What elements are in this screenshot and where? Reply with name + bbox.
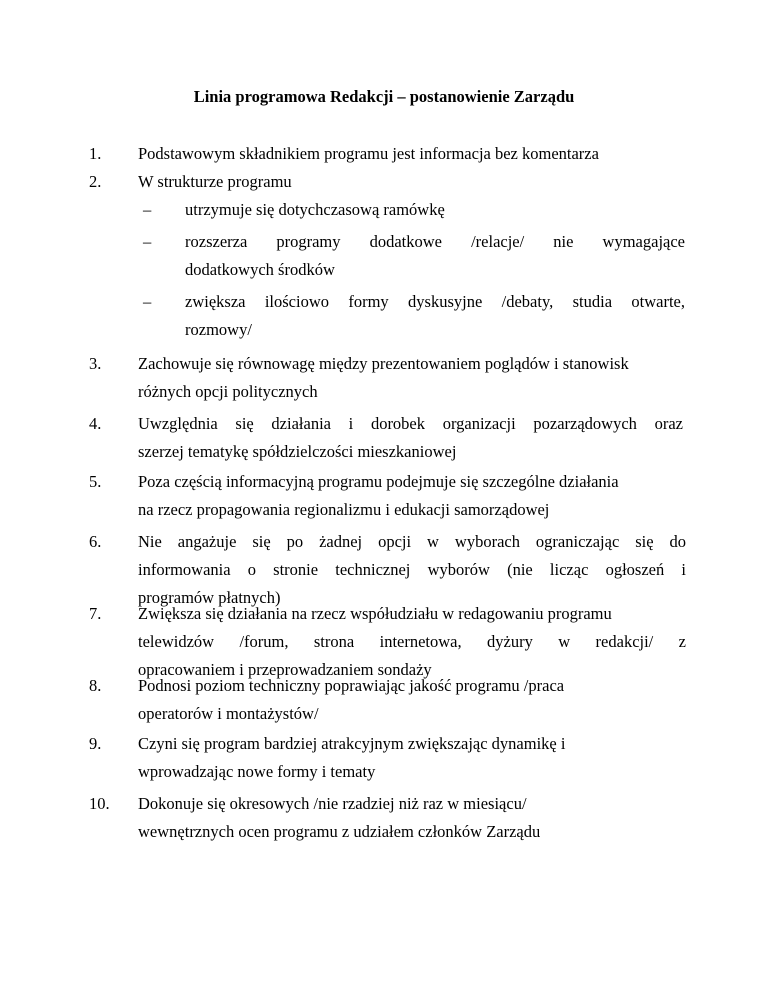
item-line: szerzej tematykę spółdzielczości mieszkaniowej [138, 442, 457, 461]
item-text [138, 140, 683, 168]
item-line: wprowadzając nowe formy i tematy [138, 762, 376, 781]
item-line: na rzecz propagowania regionalizmu i edukacji samorządowej [138, 500, 550, 519]
item-text [138, 410, 683, 466]
item-text [138, 672, 683, 728]
item-number: 6. [89, 532, 102, 551]
item-number: 2. [89, 172, 102, 191]
sub-item-line: zwiększa ilościowo formy dyskusyjne /debaty, studia otwarte, [185, 292, 685, 311]
item-number: 8. [89, 676, 102, 695]
item-number: 1. [89, 144, 102, 163]
sub-item-text [185, 196, 685, 224]
item-line: programów płatnych) [138, 588, 281, 607]
item-line: telewidzów /forum, strona internetowa, dyżury w redakcji/ z [138, 632, 686, 651]
item-line: W strukturze programu [138, 172, 292, 191]
item-line: wewnętrznych ocen programu z udziałem członków Zarządu [138, 822, 541, 841]
item-line: Podstawowym składnikiem programu jest informacja bez komentarza [138, 144, 599, 163]
sub-item-line: rozmowy/ [185, 320, 252, 339]
item-line: Czyni się program bardziej atrakcyjnym zwiększając dynamikę i [138, 734, 566, 753]
item-text [138, 730, 683, 786]
sub-item-text [185, 288, 685, 344]
sub-item-line: dodatkowych środków [185, 260, 335, 279]
item-line: Dokonuje się okresowych /nie rzadziej niż raz w miesiącu/ [138, 794, 527, 813]
item-number: 9. [89, 734, 102, 753]
item-line: Uwzględnia się działania i dorobek organizacji pozarządowych oraz [138, 414, 683, 433]
sub-item-text [185, 228, 685, 284]
item-line: operatorów i montażystów/ [138, 704, 319, 723]
dash-bullet: – [143, 232, 152, 251]
item-line: informowania o stronie technicznej wyborów (nie licząc ogłoszeń i [138, 560, 686, 579]
item-text [138, 350, 683, 406]
item-text [138, 790, 683, 846]
document-title: Linia programowa Redakcji – postanowienie Zarządu [193, 87, 575, 106]
item-line: Nie angażuje się po żadnej opcji w wyborach ograniczając się do [138, 532, 686, 551]
sub-item-line: rozszerza programy dodatkowe /relacje/ nie wymagające [185, 232, 685, 251]
item-line: Podnosi poziom techniczny poprawiając jakość programu /praca [138, 676, 565, 695]
item-number: 10. [89, 794, 110, 813]
item-number: 7. [89, 604, 102, 623]
item-number: 4. [89, 414, 102, 433]
dash-bullet: – [143, 200, 152, 219]
dash-bullet: – [143, 292, 152, 311]
sub-item-line: utrzymuje się dotychczasową ramówkę [185, 200, 445, 219]
item-number: 5. [89, 472, 102, 491]
item-number: 3. [89, 354, 102, 373]
item-line: Poza częścią informacyjną programu podejmuje się szczególne działania [138, 472, 619, 491]
item-line: różnych opcji politycznych [138, 382, 318, 401]
item-text [138, 168, 683, 196]
item-line: Zachowuje się równowagę między prezentowaniem poglądów i stanowisk [138, 354, 629, 373]
item-line: Zwiększa się działania na rzecz współudziału w redagowaniu programu [138, 604, 612, 623]
item-text [138, 468, 683, 524]
item-line: opracowaniem i przeprowadzaniem sondaży [138, 660, 432, 679]
